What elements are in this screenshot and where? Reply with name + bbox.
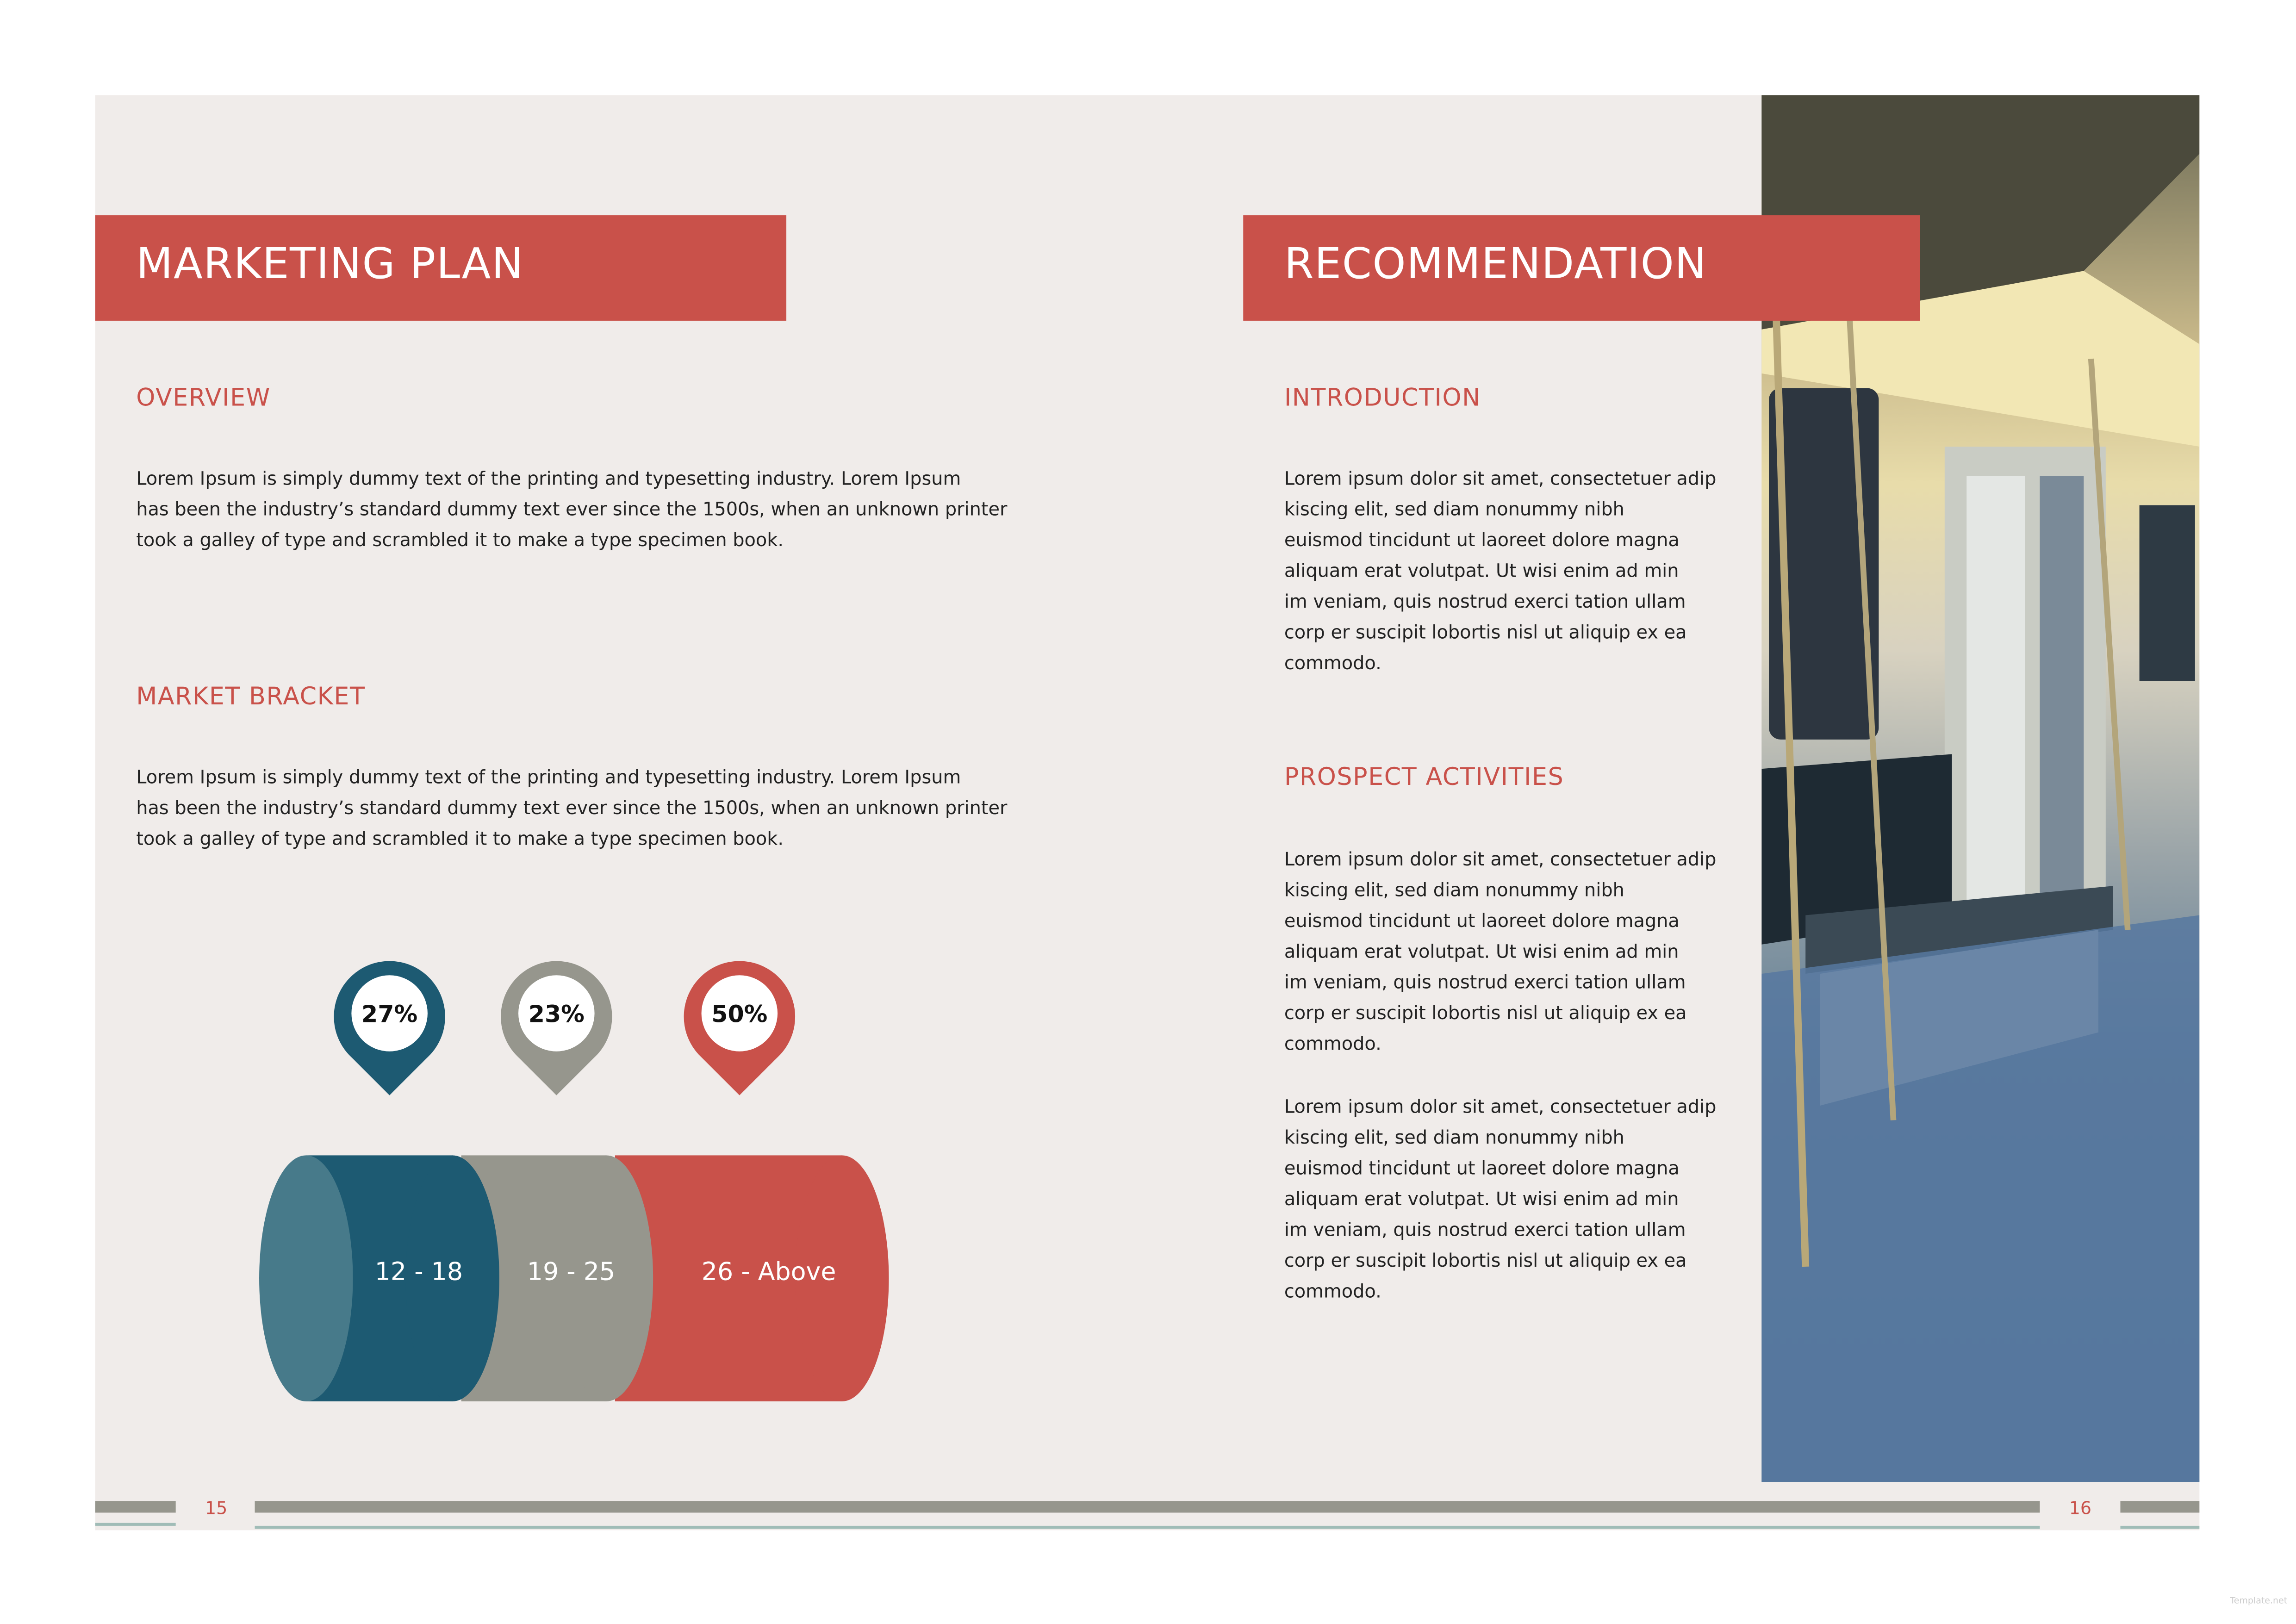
text-line: im veniam, quis nostrud exerci tation ullam xyxy=(1284,590,1686,612)
cylinder-cap xyxy=(259,1155,353,1401)
footer-line xyxy=(2120,1526,2199,1529)
pin-12-18 xyxy=(334,961,445,1095)
text-line: has been the industry’s standard dummy text ever since the 1500s, when an unknown printer xyxy=(136,796,1008,819)
text-line: im veniam, quis nostrud exerci tation ullam xyxy=(1284,971,1686,993)
watermark: Template.net xyxy=(2230,1596,2288,1606)
footer-bar xyxy=(255,1501,2040,1512)
text-line: has been the industry’s standard dummy text ever since the 1500s, when an unknown printer xyxy=(136,498,1008,520)
text-line: aliquam erat volutpat. Ut wisi enim ad min xyxy=(1284,559,1679,582)
page-title: MARKETING PLAN xyxy=(136,238,524,289)
segment-label: 26 - Above xyxy=(701,1257,836,1286)
text-line: commodo. xyxy=(1284,1032,1381,1055)
pin-26-above xyxy=(684,961,795,1095)
footer-line xyxy=(255,1526,2040,1529)
percent-label: 23% xyxy=(528,1000,585,1028)
page-title: RECOMMENDATION xyxy=(1284,238,1707,289)
prospect-text-2 xyxy=(1284,1091,1717,1306)
text-line: aliquam erat volutpat. Ut wisi enim ad min xyxy=(1284,940,1679,962)
text-line: kiscing elit, sed diam nonummy nibh xyxy=(1284,878,1624,901)
page-number-left: 15 xyxy=(205,1498,228,1519)
text-line: took a galley of type and scrambled it to make a type specimen book. xyxy=(136,827,784,850)
introduction-heading: INTRODUCTION xyxy=(1284,383,1481,412)
text-line: kiscing elit, sed diam nonummy nibh xyxy=(1284,498,1624,520)
text-line: euismod tincidunt ut laoreet dolore magna xyxy=(1284,909,1680,932)
text-line: corp er suscipit lobortis nisl ut aliquip ex ea xyxy=(1284,1249,1687,1271)
text-line: corp er suscipit lobortis nisl ut aliquip ex ea xyxy=(1284,1002,1687,1024)
segment-label: 19 - 25 xyxy=(527,1257,616,1286)
percent-label: 27% xyxy=(361,1000,418,1028)
introduction-text xyxy=(1284,463,1717,678)
market-bracket-infographic xyxy=(0,0,1025,1464)
text-line: aliquam erat volutpat. Ut wisi enim ad min xyxy=(1284,1188,1679,1210)
text-line: Lorem Ipsum is simply dummy text of the printing and typesetting industry. Lorem Ipsum xyxy=(136,765,961,788)
text-line: corp er suscipit lobortis nisl ut aliquip ex ea xyxy=(1284,621,1687,643)
text-line: commodo. xyxy=(1284,651,1381,674)
market-bracket-heading: MARKET BRACKET xyxy=(136,682,366,710)
text-line: euismod tincidunt ut laoreet dolore magna xyxy=(1284,529,1680,551)
text-line: Lorem Ipsum is simply dummy text of the printing and typesetting industry. Lorem Ipsum xyxy=(136,467,961,489)
text-line: kiscing elit, sed diam nonummy nibh xyxy=(1284,1126,1624,1148)
footer-bar xyxy=(95,1501,176,1512)
pin-19-25 xyxy=(501,961,612,1095)
prospect-activities-heading: PROSPECT ACTIVITIES xyxy=(1284,763,1564,791)
text-line: commodo. xyxy=(1284,1280,1381,1302)
prospect-text-1 xyxy=(1284,843,1717,1058)
text-line: Lorem ipsum dolor sit amet, consectetuer adip xyxy=(1284,1095,1717,1118)
text-line: euismod tincidunt ut laoreet dolore magna xyxy=(1284,1157,1680,1179)
text-line: Lorem ipsum dolor sit amet, consectetuer adip xyxy=(1284,847,1717,870)
footer-line xyxy=(95,1523,176,1526)
segment-label: 12 - 18 xyxy=(374,1257,463,1286)
page-number-right: 16 xyxy=(2069,1498,2092,1519)
text-line: im veniam, quis nostrud exerci tation ullam xyxy=(1284,1218,1686,1240)
overview-heading: OVERVIEW xyxy=(136,383,271,412)
text-line: took a galley of type and scrambled it to make a type specimen book. xyxy=(136,529,784,551)
text-line: Lorem ipsum dolor sit amet, consectetuer adip xyxy=(1284,467,1717,489)
footer-bar xyxy=(2120,1501,2199,1512)
percent-label: 50% xyxy=(711,1000,768,1028)
